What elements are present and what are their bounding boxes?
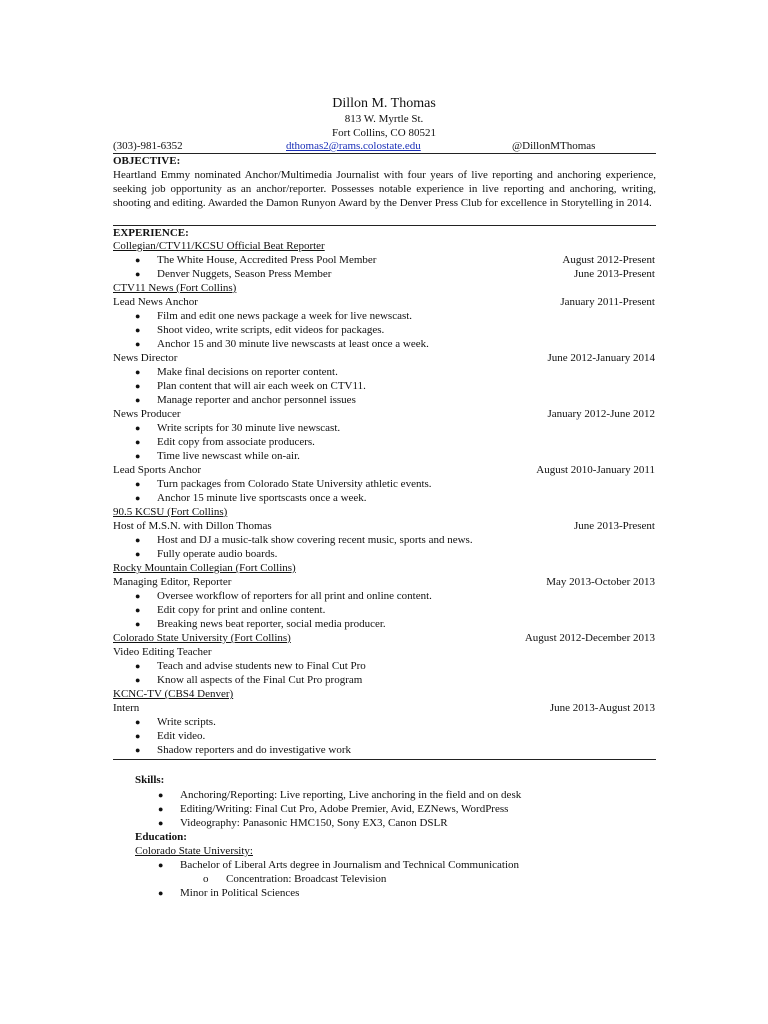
list-item: Anchor 15 and 30 minute live newscasts at least once a week. [157,338,429,350]
bullet-icon: ● [158,818,164,828]
objective-heading: OBJECTIVE: [113,155,181,167]
address-line-2: Fort Collins, CO 80521 [332,127,436,139]
list-item: Host and DJ a music-talk show covering recent music, sports and news. [157,534,473,546]
bullet-icon: ● [158,790,164,800]
circle-bullet-icon: o [203,873,209,885]
list-item: Teach and advise students new to Final Cut Pro [157,660,366,672]
org-colorado-state-university: Colorado State University (Fort Collins) [113,632,291,644]
date-range: June 2013-Present [574,520,655,532]
list-item: Denver Nuggets, Season Press Member [157,268,332,280]
bullet-icon: ● [135,619,141,629]
bullet-icon: ● [135,311,141,321]
list-item: Videography: Panasonic HMC150, Sony EX3, Canon DSLR [180,817,448,829]
date-range: January 2012-June 2012 [547,408,655,420]
bullet-icon: ● [135,451,141,461]
list-item: Shoot video, write scripts, edit videos for packages. [157,324,385,336]
date-range: January 2011-Present [560,296,655,308]
role-title: Lead News Anchor [113,296,198,308]
list-item: Make final decisions on reporter content. [157,366,338,378]
bullet-icon: ● [135,717,141,727]
school-name: Colorado State University: [135,845,253,857]
role-title: Intern [113,702,140,714]
bullet-icon: ● [135,745,141,755]
bullet-icon: ● [135,269,141,279]
bullet-icon: ● [158,860,164,870]
phone-number: (303)-981-6352 [113,140,183,152]
bullet-icon: ● [135,535,141,545]
objective-divider [113,225,656,226]
list-item: Turn packages from Colorado State University athletic events. [157,478,432,490]
date-range: June 2013-Present [574,268,655,280]
experience-heading: EXPERIENCE: [113,227,189,239]
bullet-icon: ● [135,367,141,377]
list-item: Oversee workflow of reporters for all print and online content. [157,590,432,602]
bullet-icon: ● [135,339,141,349]
objective-text: Heartland Emmy nominated Anchor/Multimedia Journalist with four years of live reporting and anchoring experience, seeking job opportunity as an anchor/reporter. Possesses notable experience in live reporting and anchoring, writing, shooting and editing. Awarded the Damon Runyon Award by the Denver Press Club for excellence in Storytelling in 2014. [113,169,656,209]
role-title: Video Editing Teacher [113,646,212,658]
bullet-icon: ● [135,549,141,559]
bullet-icon: ● [135,605,141,615]
list-item: Time live newscast while on-air. [157,450,300,462]
address-line-1: 813 W. Myrtle St. [344,113,424,125]
bullet-icon: ● [135,395,141,405]
twitter-handle: @DillonMThomas [512,140,596,152]
bullet-icon: ● [135,731,141,741]
bullet-icon: ● [158,888,164,898]
skills-heading: Skills: [135,774,165,786]
list-item: Anchoring/Reporting: Live reporting, Live anchoring in the field and on desk [180,789,522,801]
org-collegian-ctv11-kcsu: Collegian/CTV11/KCSU Official Beat Reporter [113,240,325,252]
date-range: June 2012-January 2014 [547,352,655,364]
org-kcsu: 90.5 KCSU (Fort Collins) [113,506,228,518]
date-range: May 2013-October 2013 [546,576,655,588]
bullet-icon: ● [158,804,164,814]
education-heading: Education: [135,831,187,843]
list-item: Editing/Writing: Final Cut Pro, Adobe Premier, Avid, EZNews, WordPress [180,803,509,815]
list-item: Edit copy for print and online content. [157,604,326,616]
resume-name: Dillon M. Thomas [332,96,436,111]
date-range: June 2013-August 2013 [549,702,655,714]
org-kcnc-tv: KCNC-TV (CBS4 Denver) [113,688,234,700]
role-title: Managing Editor, Reporter [113,576,232,588]
date-range: August 2010-January 2011 [536,464,655,476]
org-ctv11-news: CTV11 News (Fort Collins) [113,282,237,294]
bullet-icon: ● [135,591,141,601]
list-item: Manage reporter and anchor personnel issues [157,394,356,406]
list-item: Bachelor of Liberal Arts degree in Journalism and Technical Communication [180,859,520,871]
email-link[interactable]: dthomas2@rams.colostate.edu [286,140,421,152]
list-item: Write scripts for 30 minute live newscast. [157,422,341,434]
list-item: The White House, Accredited Press Pool Member [157,254,377,266]
bullet-icon: ● [135,381,141,391]
bullet-icon: ● [135,661,141,671]
bullet-icon: ● [135,437,141,447]
bullet-icon: ● [135,675,141,685]
role-title: News Director [113,352,178,364]
org-rocky-mountain-collegian: Rocky Mountain Collegian (Fort Collins) [113,562,296,574]
header-divider [113,153,656,154]
list-item: Breaking news beat reporter, social media producer. [157,618,386,630]
list-item: Film and edit one news package a week for live newscast. [157,310,413,322]
list-item: Shadow reporters and do investigative work [157,744,351,756]
experience-divider [113,759,656,760]
role-title: Host of M.S.N. with Dillon Thomas [113,520,272,532]
bullet-icon: ● [135,325,141,335]
list-item: Know all aspects of the Final Cut Pro program [157,674,363,686]
list-item: Write scripts. [157,716,216,728]
role-title: Lead Sports Anchor [113,464,201,476]
list-item: Edit video. [157,730,206,742]
list-item: Plan content that will air each week on CTV11. [157,380,366,392]
bullet-icon: ● [135,255,141,265]
list-item: Anchor 15 minute live sportscasts once a week. [157,492,367,504]
bullet-icon: ● [135,493,141,503]
bullet-icon: ● [135,423,141,433]
list-item: Concentration: Broadcast Television [226,873,387,885]
date-range: August 2012-Present [562,254,655,266]
role-title: News Producer [113,408,181,420]
bullet-icon: ● [135,479,141,489]
list-item: Fully operate audio boards. [157,548,278,560]
list-item: Minor in Political Sciences [180,887,300,899]
list-item: Edit copy from associate producers. [157,436,315,448]
date-range: August 2012-December 2013 [524,632,655,644]
